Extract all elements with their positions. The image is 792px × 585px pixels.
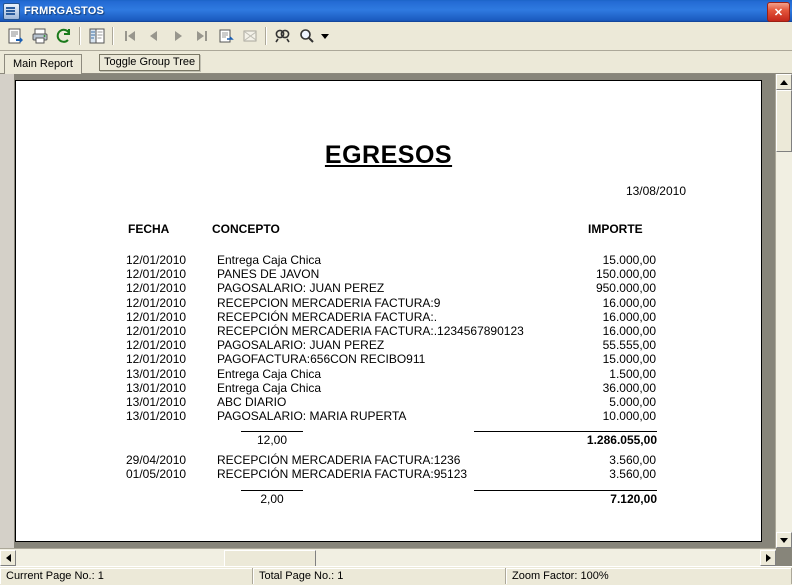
cell-fecha: 13/01/2010 [126,409,187,424]
cell-fecha: 12/01/2010 [126,338,187,353]
report-page [15,80,762,542]
cell-importe: 1.500,00 [609,366,656,381]
close-button[interactable]: ✕ [767,2,790,22]
table-row [16,367,761,381]
total-rule-left [241,431,303,432]
cell-concepto: RECEPCIÓN MERCADERIA FACTURA:95123 [217,467,468,482]
cell-fecha: 12/01/2010 [126,323,187,338]
cell-importe: 150.000,00 [595,267,656,282]
cell-importe: 5.000,00 [609,394,656,409]
cell-importe: 55.555,00 [602,338,656,353]
export-report-icon[interactable] [4,25,27,47]
scroll-left-button[interactable] [0,550,16,566]
total-rule-left [241,490,303,491]
cell-fecha: 13/01/2010 [126,394,187,409]
cell-concepto: Entrega Caja Chica [217,366,322,381]
report-title: EGRESOS [324,141,453,169]
cell-concepto: RECEPCIÓN MERCADERIA FACTURA:1236 [217,453,461,468]
window-controls [767,2,790,22]
vertical-scrollbar[interactable] [775,74,792,548]
status-zoom-factor: Zoom Factor: 100% [506,568,792,584]
cell-concepto: RECEPCIÓN MERCADERIA FACTURA:.1234567890123 [217,323,524,338]
next-page-icon[interactable] [166,25,189,47]
previous-page-icon[interactable] [142,25,165,47]
cell-importe: 3.560,00 [609,453,656,468]
group-total-row [16,482,761,512]
toolbar-separator [112,27,114,45]
scroll-down-button[interactable] [776,532,792,548]
table-row [16,324,761,338]
table-row [16,395,761,409]
cell-importe: 36.000,00 [602,380,656,395]
table-row [16,453,761,467]
zoom-icon[interactable] [295,25,318,47]
group-total: 7.120,00 [610,491,657,506]
report-window-icon [3,3,20,20]
table-row [16,253,761,267]
cell-fecha: 13/01/2010 [126,366,187,381]
group-total: 1.286.055,00 [586,433,657,448]
toggle-group-tree-icon[interactable] [85,25,108,47]
cell-fecha: 12/01/2010 [126,281,187,296]
cell-fecha: 12/01/2010 [126,295,187,310]
cell-fecha: 12/01/2010 [126,352,187,367]
status-total-pages: Total Page No.: 1 [253,568,506,584]
table-row [16,310,761,324]
cell-importe: 16.000,00 [602,323,656,338]
cell-concepto: Entrega Caja Chica [217,253,322,267]
go-to-page-icon[interactable] [214,25,237,47]
report-viewer [0,74,792,566]
group-count: 12,00 [256,433,288,448]
cell-fecha: 13/01/2010 [126,380,187,395]
table-row [16,352,761,366]
toolbar-separator [265,27,267,45]
cell-fecha: 12/01/2010 [126,253,187,267]
table-row [16,267,761,281]
column-header-fecha: FECHA [128,222,170,236]
cell-fecha: 12/01/2010 [126,309,187,324]
report-tab-strip [0,51,792,74]
table-row [16,296,761,310]
table-row [16,409,761,423]
table-row [16,381,761,395]
print-report-icon[interactable] [28,25,51,47]
cell-fecha: 29/04/2010 [126,453,187,468]
cell-importe: 15.000,00 [602,253,656,267]
cell-fecha: 12/01/2010 [126,267,187,282]
zoom-dropdown-icon[interactable] [319,25,330,47]
column-header-importe: IMPORTE [588,222,643,236]
find-text-icon[interactable] [271,25,294,47]
report-date: 13/08/2010 [625,184,686,198]
cell-concepto: ABC DIARIO [217,394,287,409]
cell-importe: 3.560,00 [609,467,656,482]
table-row [16,338,761,352]
cell-concepto: PAGOSALARIO: JUAN PEREZ [217,338,385,353]
cell-concepto: PAGOSALARIO: MARIA RUPERTA [217,409,407,424]
horizontal-scroll-track[interactable] [16,550,760,566]
first-page-icon[interactable] [118,25,141,47]
cell-importe: 16.000,00 [602,309,656,324]
refresh-icon[interactable] [52,25,75,47]
scroll-up-button[interactable] [776,74,792,90]
status-current-page: Current Page No.: 1 [0,568,253,584]
stop-loading-icon[interactable] [238,25,261,47]
last-page-icon[interactable] [190,25,213,47]
group-total-row [16,423,761,453]
cell-concepto: Entrega Caja Chica [217,380,322,395]
cell-concepto: PAGOFACTURA:656CON RECIBO911 [217,352,426,367]
table-row [16,467,761,481]
cell-concepto: RECEPCIÓN MERCADERIA FACTURA:. [217,309,438,324]
horizontal-scroll-thumb[interactable] [224,550,316,567]
report-toolbar [0,22,792,51]
status-bar [0,566,792,585]
cell-importe: 950.000,00 [595,281,656,296]
table-row [16,281,761,295]
tab-main-report[interactable]: Main Report [4,54,82,74]
cell-concepto: PAGOSALARIO: JUAN PEREZ [217,281,385,296]
group-tree-panel [0,74,15,566]
cell-importe: 15.000,00 [602,352,656,367]
cell-concepto: PANES DE JAVON [217,267,320,282]
group-count: 2,00 [260,491,284,506]
report-content [16,81,761,541]
column-header-concepto: CONCEPTO [212,222,280,236]
window-title: FRMRGASTOS [24,5,105,17]
toolbar-separator [79,27,81,45]
toggle-group-tree-tooltip: Toggle Group Tree [99,54,200,71]
total-rule-right [474,431,657,432]
cell-importe: 16.000,00 [602,295,656,310]
cell-fecha: 01/05/2010 [126,467,187,482]
total-rule-right [474,490,657,491]
report-rows [16,253,761,512]
cell-importe: 10.000,00 [602,409,656,424]
scroll-right-button[interactable] [760,550,776,566]
cell-concepto: RECEPCION MERCADERIA FACTURA:9 [217,295,441,310]
horizontal-scrollbar[interactable] [0,548,776,566]
vertical-scroll-thumb[interactable] [776,90,792,152]
title-bar [0,0,792,22]
